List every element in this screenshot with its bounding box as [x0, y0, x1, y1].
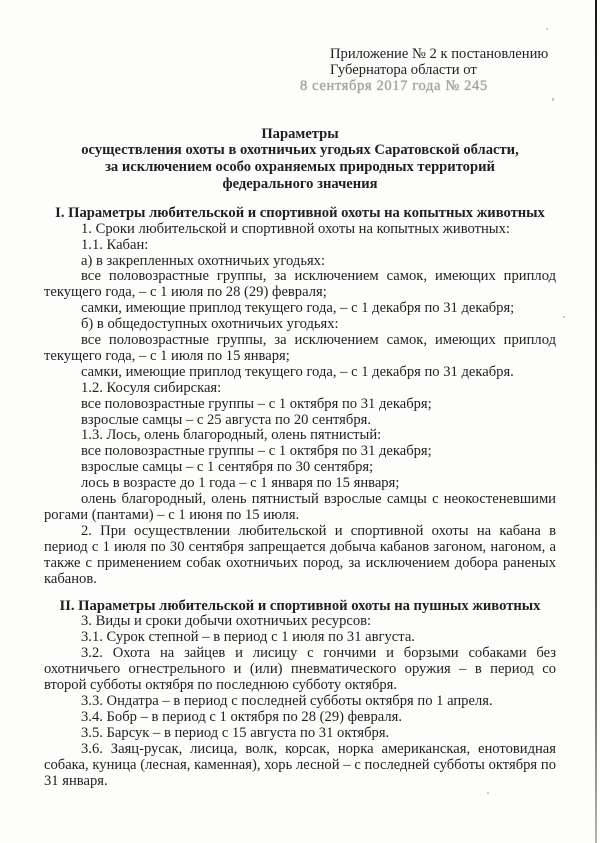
paragraph: все половозрастные группы – с 1 октября по 31 декабря; — [81, 443, 432, 460]
paragraph: лось в возрасте до 1 года – с 1 января по 15 января; — [81, 475, 400, 492]
paragraph: 2. При осуществлении любительской и спортивной охоты на кабана в период с 1 июля по 30 сентября запрещается добыча кабанов загоном, нагоном, а также с применением собак охотничьих пород, за исключением добора раненых кабанов. — [44, 522, 556, 587]
scan-artifact-line — [595, 0, 597, 843]
paragraph: 1. Сроки любительской и спортивной охоты на копытных животных: — [81, 220, 510, 237]
paragraph: 3. Виды и сроки добычи охотничьих ресурсов: — [81, 613, 372, 630]
section-fur-animals — [44, 599, 556, 790]
paragraph: 3.2. Охота на зайцев и лисицу с гончими и борзыми собаками без охотничьего огнестрельного и (или) пневматического оружия – в период со второй субботы октября по последнюю субботу октября. — [44, 645, 556, 694]
paragraph: 1.3. Лось, олень благородный, олень пятнистый: — [81, 427, 382, 444]
annex-reference-lines — [330, 46, 556, 78]
paragraph: 3.5. Барсук – в период с 15 августа по 31 октября. — [81, 724, 390, 741]
document-title-line: осуществления охоты в охотничьих угодьях Саратовской области, — [81, 142, 519, 159]
document-title-line: Параметры — [261, 125, 339, 142]
document-title — [44, 126, 556, 193]
paragraph: все половозрастные группы, за исключением самок, имеющих приплод текущего года, – с 1 июля по 15 января; — [44, 332, 556, 364]
section-hoofed-animals — [44, 206, 556, 588]
annex-reference-line: Губернатора области от — [330, 62, 477, 79]
paragraph: 1.2. Косуля сибирская: — [81, 379, 222, 396]
paragraph: олень благородный, олень пятнистый взрослые самцы с неокостеневшими рогами (пантами) – с 1 июня по 15 июля. — [44, 491, 556, 524]
paragraph: все половозрастные группы – с 1 октября по 31 декабря; — [81, 395, 432, 412]
document-title-line: за исключением особо охраняемых природных территорий — [105, 159, 495, 176]
paragraph: 3.3. Ондатра – в период с последней субботы октября по 1 апреля. — [81, 692, 493, 709]
paragraph: самки, имеющие приплод текущего года, – с 1 декабря по 31 декабря. — [81, 363, 514, 380]
paragraph: 1.1. Кабан: — [81, 236, 149, 253]
paragraph: 3.6. Заяц-русак, лисица, волк, корсак, норка американская, енотовидная собака, куница (лесная, каменная), хорь лесной – с последней субботы октября по 31 января. — [44, 740, 556, 789]
paragraph: 3.1. Сурок степной – в период с 1 июля по 31 августа. — [81, 629, 415, 646]
annex-reference — [300, 46, 556, 95]
section-paragraphs — [44, 614, 556, 789]
paragraph: б) в общедоступных охотничьих угодьях: — [81, 316, 339, 333]
section-heading: II. Параметры любительской и спортивной охоты на пушных животных — [59, 597, 541, 614]
scan-speckle — [487, 792, 489, 794]
section-heading: I. Параметры любительской и спортивной охоты на копытных животных — [55, 204, 545, 221]
section-paragraphs — [44, 222, 556, 588]
annex-date-faded: 8 сентября 2017 года № 245 — [300, 78, 488, 95]
paragraph: самки, имеющие приплод текущего года, – с 1 декабря по 31 декабря; — [81, 300, 515, 317]
document-content — [44, 0, 556, 789]
scan-speckle — [563, 316, 565, 318]
paragraph: а) в закрепленных охотничьих угодьях: — [81, 252, 326, 269]
paragraph: взрослые самцы – с 1 сентября по 30 сентября; — [81, 459, 374, 476]
paragraph: взрослые самцы – с 25 августа по 20 сентября. — [81, 411, 371, 428]
paragraph: 3.4. Бобр – в период с 1 октября по 28 (29) февраля. — [81, 708, 402, 725]
annex-reference-line: Приложение № 2 к постановлению — [330, 46, 549, 62]
paragraph: все половозрастные группы, за исключением самок, имеющих приплод текущего года, – с 1 июля по 28 (29) февраля; — [44, 268, 556, 301]
document-title-line: федерального значения — [222, 176, 378, 192]
